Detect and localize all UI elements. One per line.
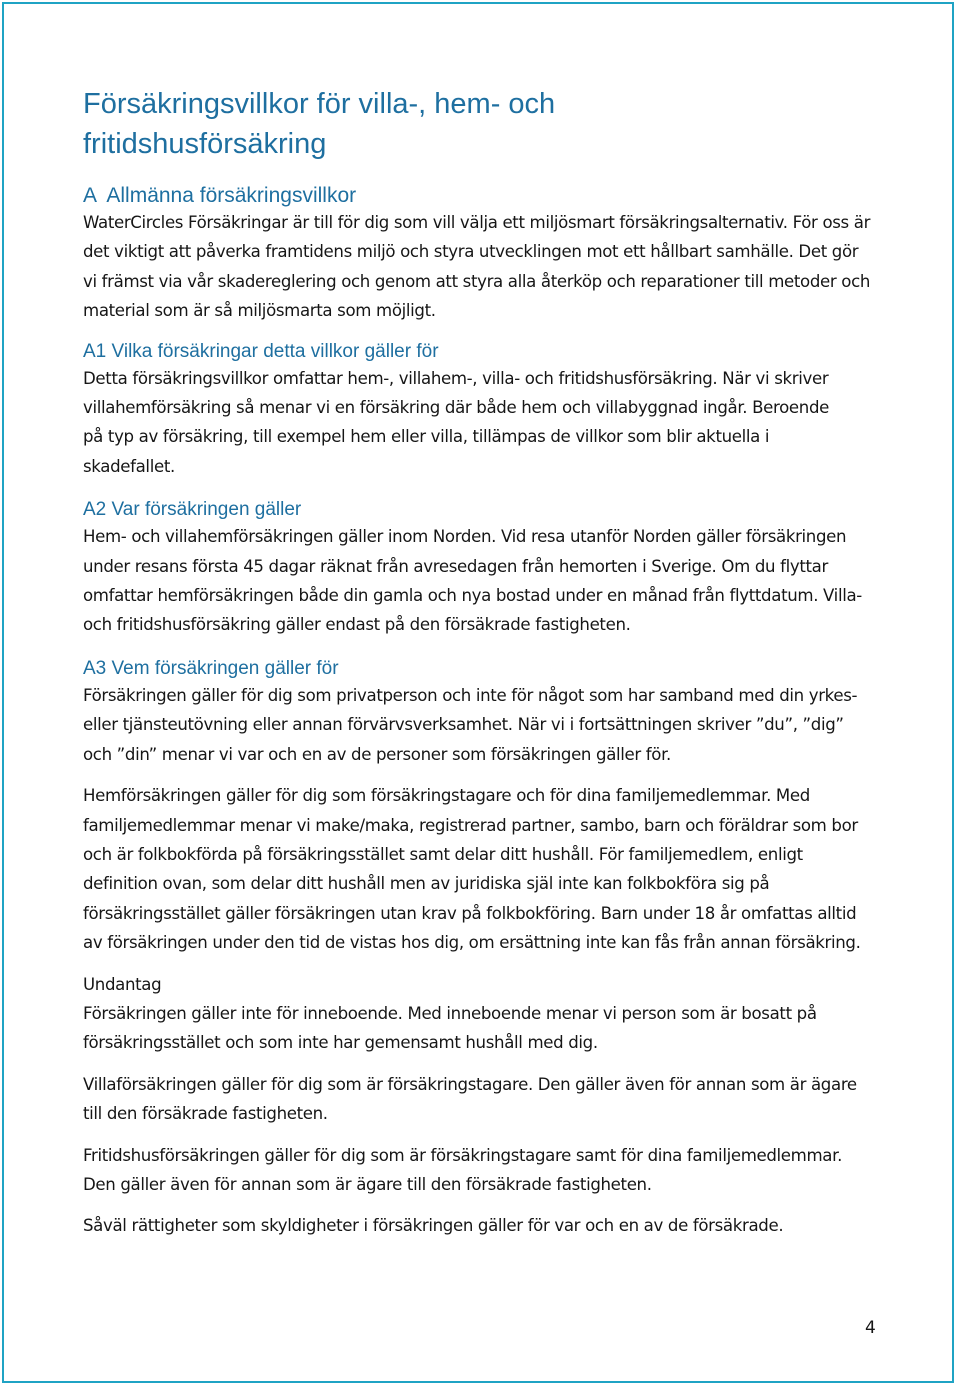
- section-a3-paragraph-3: Försäkringen gäller inte för inneboende. Med inneboende menar vi person som är bosatt på försäkringsstället och som inte har gemensamt hushåll med dig.: [83, 1003, 817, 1053]
- page-number: 4: [865, 1318, 876, 1338]
- section-a3-paragraph-2: Hemförsäkringen gäller för dig som försäkringstagare och för dina familjemedlemmar. Med familjemedlemmar menar vi make/maka, registrerad partner, sambo, barn och föräldrar som bor och är folkbokförda på försäkringsstället samt delar ditt hushåll. För familjemedlem, enligt definition ovan, som delar ditt hushåll men av juridiska själ inte kan folkbokföra sig på försäkringsstället gäller försäkringen utan krav på folkbokföring. Barn under 18 år omfattas alltid av försäkringen under den tid de vistas hos dig, om ersättning inte kan fås från annan försäkring.: [83, 786, 861, 953]
- section-a3-paragraph-6: Såväl rättigheter som skyldigheter i försäkringen gäller för var och en av de försäkrade.: [83, 1216, 784, 1236]
- document-title: [83, 84, 883, 164]
- section-a1-paragraph: Detta försäkringsvillkor omfattar hem-, villahem-, villa- och fritidshusförsäkring. När vi skriver villahemförsäkring så menar vi en försäkring där både hem och villabyggnad ingår. Beroende på typ av försäkring, till exempel hem eller villa, tillämpas de villkor som blir aktuella i skadefallet.: [83, 368, 829, 476]
- section-a1-heading: A1 Vilka försäkringar detta villkor gäller för: [83, 340, 439, 362]
- section-a-heading: A Allmänna försäkringsvillkor: [83, 184, 357, 207]
- document-content: [83, 84, 883, 1241]
- section-a3-paragraph-4: Villaförsäkringen gäller för dig som är försäkringstagare. Den gäller även för annan som är ägare till den försäkrade fastigheten.: [83, 1074, 857, 1124]
- section-a3-paragraph-1: Försäkringen gäller för dig som privatperson och inte för något som har samband med din yrkes- eller tjänsteutövning eller annan förvärvsverksamhet. När vi i fortsättningen skriver ”du”, ”dig” och ”din” menar vi var och en av de personer som försäkringen gäller för.: [83, 685, 858, 764]
- document-title-line-2: fritidshusförsäkring: [83, 128, 327, 160]
- document-title-line-1: Försäkringsvillkor för villa-, hem- och: [83, 88, 556, 120]
- section-a2-heading: A2 Var försäkringen gäller: [83, 499, 302, 521]
- section-a2-paragraph: Hem- och villahemförsäkringen gäller inom Norden. Vid resa utanför Norden gäller försäkringen under resans första 45 dagar räknat från avresedagen från hemorten i Sverige. Om du flyttar omfattar hemförsäkringen både din gamla och nya bostad under en månad från flyttdatum. Villa- och fritidshusförsäkring gäller endast på den försäkrade fastigheten.: [83, 527, 862, 635]
- section-a3-paragraph-5: Fritidshusförsäkringen gäller för dig som är försäkringstagare samt för dina familjemedlemmar. Den gäller även för annan som är ägare till den försäkrade fastigheten.: [83, 1145, 842, 1194]
- section-a3-heading: A3 Vem försäkringen gäller för: [83, 657, 339, 679]
- exclusion-heading: Undantag: [83, 974, 162, 994]
- section-a-paragraph: WaterCircles Försäkringar är till för dig som vill välja ett miljösmart försäkringsalternativ. För oss är det viktigt att påverka framtidens miljö och styra utvecklingen mot ett hållbart samhälle. Det gör vi främst via vår skadereglering och genom att styra alla återköp och reparationer till metoder och material som är så miljösmarta som möjligt.: [83, 213, 871, 321]
